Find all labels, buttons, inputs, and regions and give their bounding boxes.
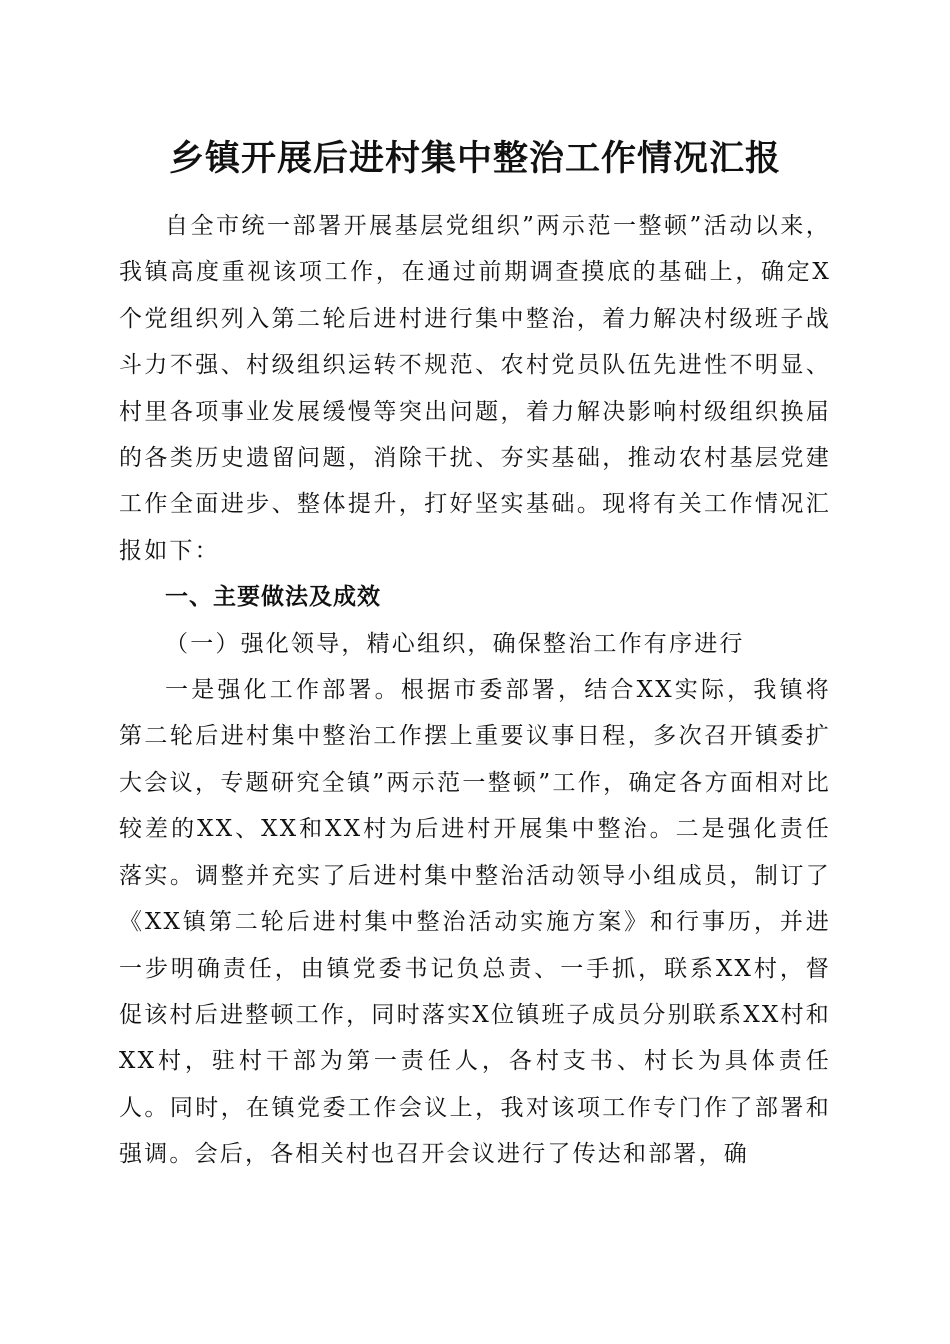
intro-paragraph: 自全市统一部署开展基层党组织”两示范一整顿”活动以来，我镇高度重视该项工作，在通过前期调查摸底的基础上，确定X个党组织列入第二轮后进村进行集中整治，着力解决村级班子战斗力不强、村级组织运转不规范、农村党员队伍先进性不明显、村里各项事业发展缓慢等突出问题，着力解决影响村级组织换届的各类历史遗留问题，消除干扰、夯实基础，推动农村基层党建工作全面进步、整体提升，打好坚实基础。现将有关工作情况汇报如下：: [119, 213, 831, 564]
paragraph-lead-text: 一是强化工作部署。: [165, 677, 401, 704]
work-deployment-paragraph: [119, 667, 831, 1177]
paragraph-body-text: 根据市委部署，结合XX实际，我镇将第二轮后进村集中整治工作摆上重要议事日程，多次召开镇委扩大会议，专题研究全镇”两示范一整顿”工作，确定各方面相对比较差的XX、XX和XX村为后进村开展集中整治。二是强化责任落实。调整并充实了后进村集中整治活动领导小组成员，制订了《XX镇第二轮后进村集中整治活动实施方案》和行事历，并进一步明确责任，由镇党委书记负总责、一手抓，联系XX村，督促该村后进整顿工作，同时落实X位镇班子成员分别联系XX村和XX村，驻村干部为第一责任人，各村支书、村长为具体责任人。同时，在镇党委工作会议上，我对该项工作专门作了部署和强调。会后，各相关村也召开会议进行了传达和部署，确: [119, 677, 831, 1168]
document-body: [119, 203, 831, 1178]
subsection-heading-leadership: （一）强化领导，精心组织，确保整治工作有序进行: [165, 630, 745, 657]
document-title: 乡镇开展后进村集中整治工作情况汇报: [168, 138, 781, 179]
section-heading-main-practices: 一、主要做法及成效: [165, 583, 381, 611]
